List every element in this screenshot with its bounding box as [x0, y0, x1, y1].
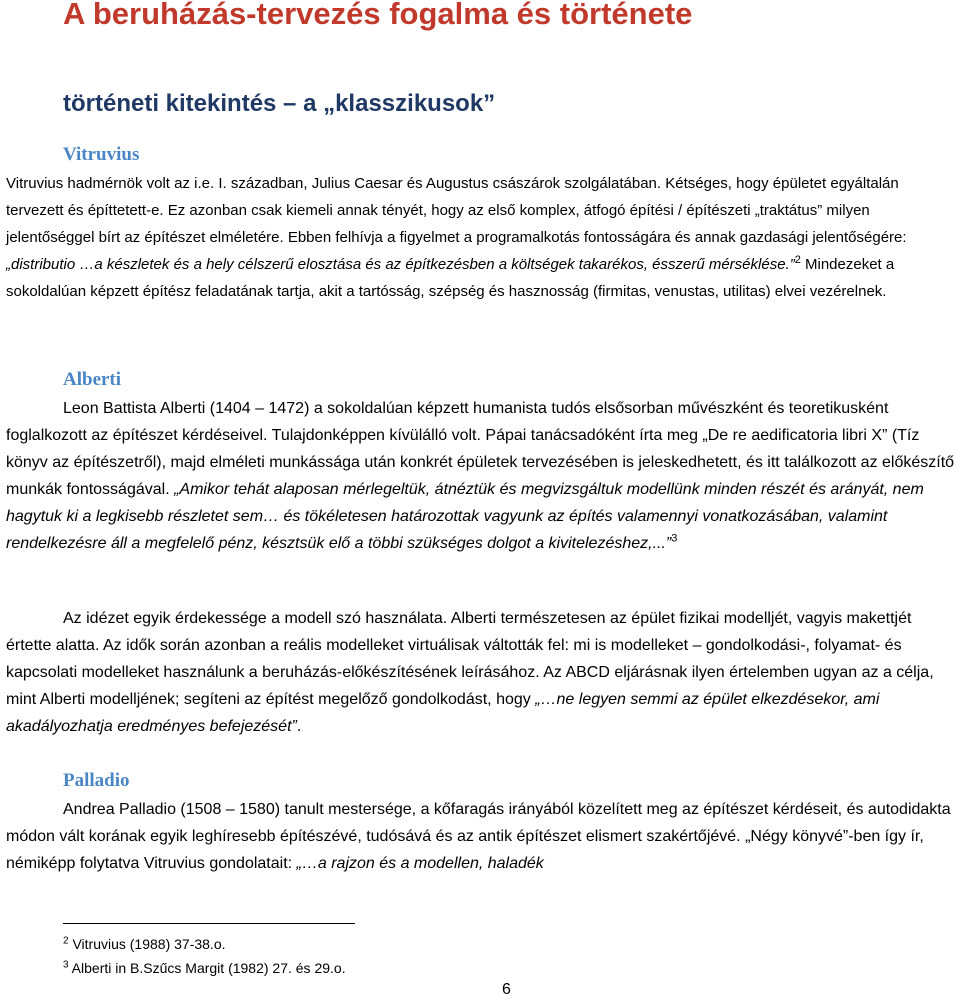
quote-palladio: „…a rajzon és a modellen, haladék: [296, 855, 544, 872]
section-subtitle: történeti kitekintés – a „klasszikusok”: [63, 90, 496, 117]
quote-distributio: „distributio …a készletek és a hely célszerű elosztása és az építkezésben a költségek takarékos, ésszerű mérséklése.”: [6, 256, 795, 273]
page-number: 6: [502, 981, 511, 998]
paragraph-alberti-model-text: Az idézet egyik érdekessége a modell szó használata. Alberti természetesen az épület fizikai modelljét, vagyis makettjét értette alatta. Az idők során azonban a reális modelleket virtuálisak váltották fel: mi is modelleket – gondolkodási-, folyamat- és kapcsolati modelleket használunk a beruházás-előkészítésének leírásához. Az ABCD eljárásnak ilyen értelemben ugyan az a célja, mint Alberti modelljének; segíteni az építést megelőző gondolkodást, hogy: [6, 610, 934, 708]
footnote-separator: [63, 923, 355, 924]
paragraph-palladio-text: Andrea Palladio (1508 – 1580) tanult mestersége, a kőfaragás irányából közelített meg az építészet kérdéseit, és autodidakta módon vált korának egyik leghíresebb építészévé, tudósává és az antik építészet elismert szakértőjévé. „Négy könyvé”-ben így ír, némiképp folytatva Vitruvius gondolatait:: [6, 801, 951, 872]
footnote-3-text: Alberti in B.Szűcs Margit (1982) 27. és 29.o.: [68, 960, 346, 976]
heading-palladio: Palladio: [63, 770, 130, 791]
paragraph-alberti: [6, 395, 956, 557]
paragraph-vitruvius: [6, 170, 956, 305]
footnote-2-text: Vitruvius (1988) 37-38.o.: [68, 936, 226, 952]
quote-alberti: „Amikor tehát alaposan mérlegeltük, átnéztük és megvizsgáltuk modellünk minden részét és arányát, nem hagytuk ki a legkisebb részletet sem… és tökéletesen határozottak vagyunk az építés valamennyi vonatkozásában, valamint rendelkezésre áll a megfelelő pénz, késztsük elő a többi szükséges dolgot a kivitelezéshez,...”: [6, 481, 924, 552]
paragraph-vitruvius-end: Mindezeket a sokoldalúan képzett építész feladatának tartja, akit a tartósság, szépség és hasznosság (firmitas, venustas, utilitas) elvei vezérelnek.: [6, 256, 895, 300]
footnote-3: [63, 959, 346, 977]
footnote-3-number: 3: [63, 959, 69, 971]
heading-alberti: Alberti: [63, 369, 122, 390]
quote-alberti-model: „…ne legyen semmi az épület elkezdésekor, ami akadályozhatja eredményes befejezését”: [6, 691, 880, 735]
paragraph-alberti-text: Leon Battista Alberti (1404 – 1472) a sokoldalúan képzett humanista tudós elsősorban művészként és teoretikusként foglalkozott az építészet kérdéseivel. Tulajdonképpen kívülálló volt. Pápai tanácsadóként írta meg „De re aedificatoria libri X” (Tíz könyv az építészetről), majd elméleti munkássága után konkrét épületek tervezésében is jeleskedhetett, és itt találkozott az előkészítő munkák fontosságával.: [6, 400, 955, 498]
page-title: A beruházás-tervezés fogalma és története: [63, 0, 693, 31]
footnote-ref-2: 2: [794, 254, 801, 266]
footnote-2-number: 2: [63, 935, 69, 947]
heading-vitruvius: Vitruvius: [63, 144, 140, 165]
paragraph-alberti-model-end: .: [296, 718, 302, 735]
paragraph-vitruvius-text: Vitruvius hadmérnök volt az i.e. I. században, Julius Caesar és Augustus császárok szolgálatában. Kétséges, hogy épületet egyáltalán tervezett és építtetett-e. Ez azonban csak kiemeli annak tényét, hogy az első komplex, átfogó építési / építészeti „traktátus” milyen jelentőséggel bírt az építészet elméletére. Ebben felhívja a figyelmet a programalkotás fontosságára és annak gazdasági jelentőségére:: [6, 175, 907, 246]
footnote-ref-3: 3: [671, 532, 678, 545]
paragraph-palladio: [6, 796, 956, 877]
paragraph-alberti-model: [6, 605, 956, 740]
footnote-2: [63, 935, 226, 953]
